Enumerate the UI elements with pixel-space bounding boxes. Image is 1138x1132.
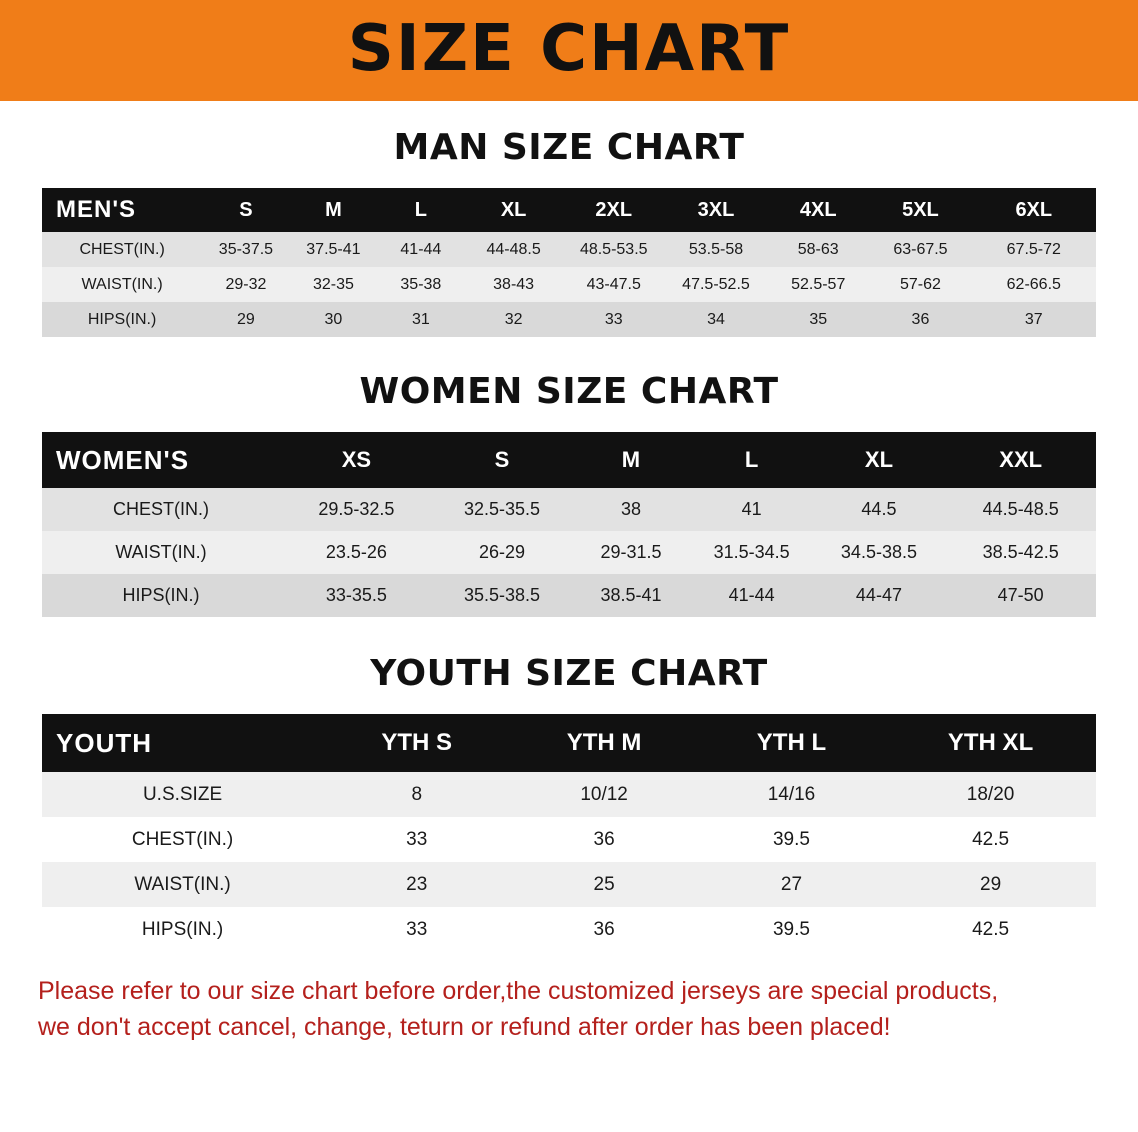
table-row [42,488,1096,531]
table-cell: 44.5-48.5 [982,499,1059,519]
row-label: WAIST(IN.) [115,542,207,562]
column-header: L [414,198,427,221]
column-header: XL [500,198,527,221]
table-cell: 35-37.5 [218,240,274,258]
column-header: XL [864,447,894,472]
table-cell: 34.5-38.5 [840,542,917,562]
row-label: WAIST(IN.) [134,873,231,895]
table-cell: 36 [593,918,615,940]
column-header: WOMEN'S [56,444,190,475]
column-header: 3XL [697,198,735,221]
table-cell: 29-31.5 [600,542,662,562]
column-header: 4XL [799,198,837,221]
table-cell: 41 [741,499,762,519]
column-header: XXL [999,447,1043,472]
man-section-heading: MAN SIZE CHART [393,127,745,168]
table-cell: 63-67.5 [893,240,948,258]
table-cell: 35 [809,310,828,328]
column-header: YTH XL [947,729,1034,756]
column-header: YTH S [381,729,453,756]
table-row [42,574,1096,617]
disclaimer-note [38,974,1100,1045]
table-cell: 39.5 [772,918,810,940]
table-cell: 34 [707,310,725,328]
youth-size-table [42,714,1096,952]
row-label: HIPS(IN.) [141,918,224,940]
table-cell: 29.5-32.5 [318,499,395,519]
table-cell: 36 [911,310,930,328]
women-table-wrapper [42,432,1096,617]
table-cell: 41-44 [728,585,775,605]
table-cell: 38.5-41 [600,585,662,605]
table-cell: 33-35.5 [325,585,387,605]
table-cell: 47.5-52.5 [682,275,750,293]
disclaimer-line-1: Please refer to our size chart before order,the customized jerseys are special products, [38,977,999,1005]
youth-section-heading: YOUTH SIZE CHART [370,653,768,694]
row-label: CHEST(IN.) [131,828,234,850]
table-cell: 33 [406,918,428,940]
table-cell: 33 [406,828,428,850]
women-size-table [42,432,1096,617]
column-header: L [744,447,759,472]
man-table-wrapper [42,188,1096,337]
column-header: YTH M [566,729,642,756]
table-cell: 23.5-26 [325,542,387,562]
table-cell: 32-35 [312,275,354,293]
table-cell: 38 [620,499,641,519]
column-header: YTH L [756,729,827,756]
women-section-heading: WOMEN SIZE CHART [359,371,779,412]
table-cell: 44-48.5 [486,240,541,258]
table-row [42,817,1096,862]
row-label: WAIST(IN.) [81,275,163,293]
table-cell: 52.5-57 [791,275,846,293]
table-cell: 42.5 [972,918,1010,940]
table-header-row [42,714,1096,772]
table-row [42,531,1096,574]
table-header-row [42,188,1096,232]
column-header: MEN'S [56,196,137,223]
table-cell: 37 [1024,310,1043,328]
row-label: HIPS(IN.) [87,310,157,328]
table-row [42,907,1096,952]
column-header: YOUTH [56,727,152,758]
column-header: S [239,198,253,221]
table-cell: 36 [593,828,615,850]
row-label: U.S.SIZE [142,783,223,805]
table-cell: 29 [980,873,1002,895]
table-cell: 29 [237,310,255,328]
table-cell: 48.5-53.5 [579,240,648,258]
column-header: 5XL [902,198,939,221]
table-cell: 47-50 [997,585,1044,605]
table-cell: 23 [406,873,428,895]
table-cell: 30 [324,310,343,328]
table-cell: 32.5-35.5 [463,499,541,519]
table-cell: 31.5-34.5 [713,542,790,562]
column-header: M [621,447,641,472]
column-header: M [325,198,342,221]
table-cell: 32 [504,310,523,328]
table-row [42,862,1096,907]
table-cell: 26-29 [478,542,526,562]
page-banner [0,0,1138,101]
table-cell: 27 [780,873,803,895]
table-cell: 14/16 [767,783,816,805]
table-cell: 57-62 [899,275,941,293]
column-header: XS [341,447,372,472]
table-cell: 44.5 [861,499,897,519]
column-header: 2XL [595,198,633,221]
table-cell: 35.5-38.5 [463,585,541,605]
table-cell: 35-38 [400,275,442,293]
table-cell: 62-66.5 [1006,275,1061,293]
table-cell: 25 [593,873,615,895]
table-cell: 44-47 [855,585,902,605]
row-label: CHEST(IN.) [113,499,210,519]
table-cell: 10/12 [580,783,628,805]
table-cell: 18/20 [966,783,1015,805]
table-cell: 43-47.5 [586,275,641,293]
column-header: S [494,447,510,472]
table-cell: 8 [411,783,423,805]
table-row [42,302,1096,337]
man-size-table [42,188,1096,337]
table-cell: 29-32 [225,275,267,293]
table-cell: 37.5-41 [306,240,361,258]
column-header: 6XL [1015,198,1053,221]
disclaimer-line-2: we don't accept cancel, change, teturn or refund after order has been placed! [38,1012,891,1041]
table-cell: 41-44 [400,240,442,258]
page-title: SIZE CHART [347,11,791,86]
table-cell: 33 [604,310,623,328]
youth-table-wrapper [42,714,1096,952]
table-row [42,772,1096,817]
table-cell: 38-43 [493,275,535,293]
table-cell: 58-63 [797,240,839,258]
table-cell: 31 [411,310,430,328]
table-cell: 42.5 [972,828,1010,850]
table-cell: 67.5-72 [1006,240,1061,258]
table-cell: 38.5-42.5 [982,542,1059,562]
row-label: HIPS(IN.) [122,585,200,605]
table-header-row [42,432,1096,488]
table-row [42,267,1096,302]
table-cell: 39.5 [772,828,810,850]
table-cell: 53.5-58 [688,240,744,258]
table-row [42,232,1096,267]
row-label: CHEST(IN.) [79,240,165,258]
